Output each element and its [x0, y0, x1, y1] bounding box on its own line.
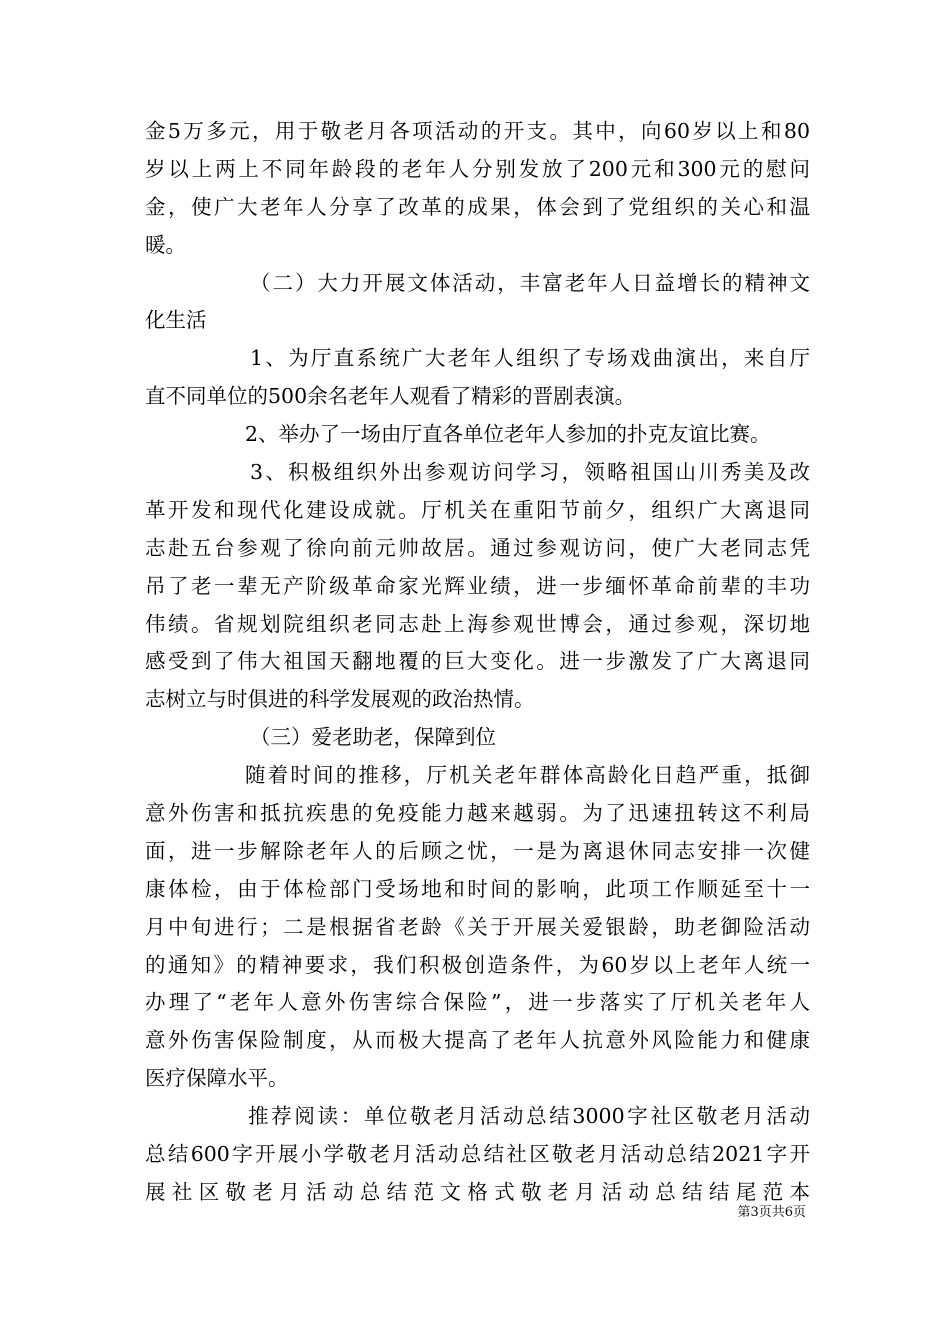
- text-line: 伟绩。省规划院组织老同志赴上海参观世博会，通过参观，深切地: [145, 611, 810, 636]
- text-line: 医疗保障水平。: [145, 1066, 289, 1091]
- text-line: 的通知》的精神要求，我们积极创造条件，为60岁以上老年人统一: [145, 952, 810, 977]
- text-line: 办理了“老年人意外伤害综合保险”，进一步落实了厅机关老年人: [145, 990, 810, 1015]
- text-line: 面，进一步解除老年人的后顾之忧，一是为离退休同志安排一次健: [145, 838, 810, 863]
- text-line: 意外伤害保险制度，从而极大提高了老年人抗意外风险能力和健康: [145, 1028, 810, 1053]
- text-line: 革开发和现代化建设成就。厅机关在重阳节前夕，组织广大离退同: [145, 497, 810, 522]
- text-line: 月中旬进行；二是根据省老龄《关于开展关爱银龄，助老御险活动: [145, 914, 810, 939]
- text-line: 感受到了伟大祖国天翻地覆的巨大变化。进一步激发了广大离退同: [145, 649, 810, 674]
- text-line: 岁以上两上不同年龄段的老年人分别发放了200元和300元的慰问: [145, 156, 810, 181]
- text-line: 随着时间的推移，厅机关老年群体高龄化日趋严重，抵御: [245, 763, 810, 788]
- text-line: 化生活: [145, 308, 207, 333]
- text-line: 康体检，由于体检部门受场地和时间的影响，此项工作顺延至十一: [145, 876, 810, 901]
- text-line: 3、积极组织外出参观访问学习，领略祖国山川秀美及改: [250, 460, 810, 485]
- text-line: 志树立与时俱进的科学发展观的政治热情。: [145, 687, 535, 712]
- text-line: 推荐阅读：单位敬老月活动总结3000字社区敬老月活动: [248, 1104, 810, 1129]
- document-body: [145, 113, 810, 1212]
- page-number: 第3页共6页: [737, 1205, 806, 1220]
- text-line: 金，使广大老年人分享了改革的成果，体会到了党组织的关心和温: [145, 194, 810, 219]
- text-line: 2、举办了一场由厅直各单位老年人参加的扑克友谊比赛。: [245, 422, 771, 447]
- text-line: 总结600字开展小学敬老月活动总结社区敬老月活动总结2021字开: [145, 1142, 810, 1167]
- text-line: 志赴五台参观了徐向前元帅故居。通过参观访问，使广大老同志凭: [145, 535, 810, 560]
- text-line: 暖。: [145, 232, 186, 257]
- text-line: （二）大力开展文体活动，丰富老年人日益增长的精神文: [250, 270, 810, 295]
- text-line: 金5万多元，用于敬老月各项活动的开支。其中，向60岁以上和80: [145, 119, 810, 143]
- text-line: （三）爱老助老，保障到位: [250, 725, 496, 750]
- text-line: 1、为厅直系统广大老年人组织了专场戏曲演出，来自厅: [250, 346, 810, 371]
- text-line: 吊了老一辈无产阶级革命家光辉业绩，进一步缅怀革命前辈的丰功: [145, 573, 810, 598]
- text-line: 展社区敬老月活动总结范文格式敬老月活动总结结尾范本: [145, 1179, 810, 1204]
- text-line: 直不同单位的500余名老年人观看了精彩的晋剧表演。: [145, 384, 636, 409]
- text-line: 意外伤害和抵抗疾患的免疫能力越来越弱。为了迅速扭转这不利局: [145, 801, 810, 826]
